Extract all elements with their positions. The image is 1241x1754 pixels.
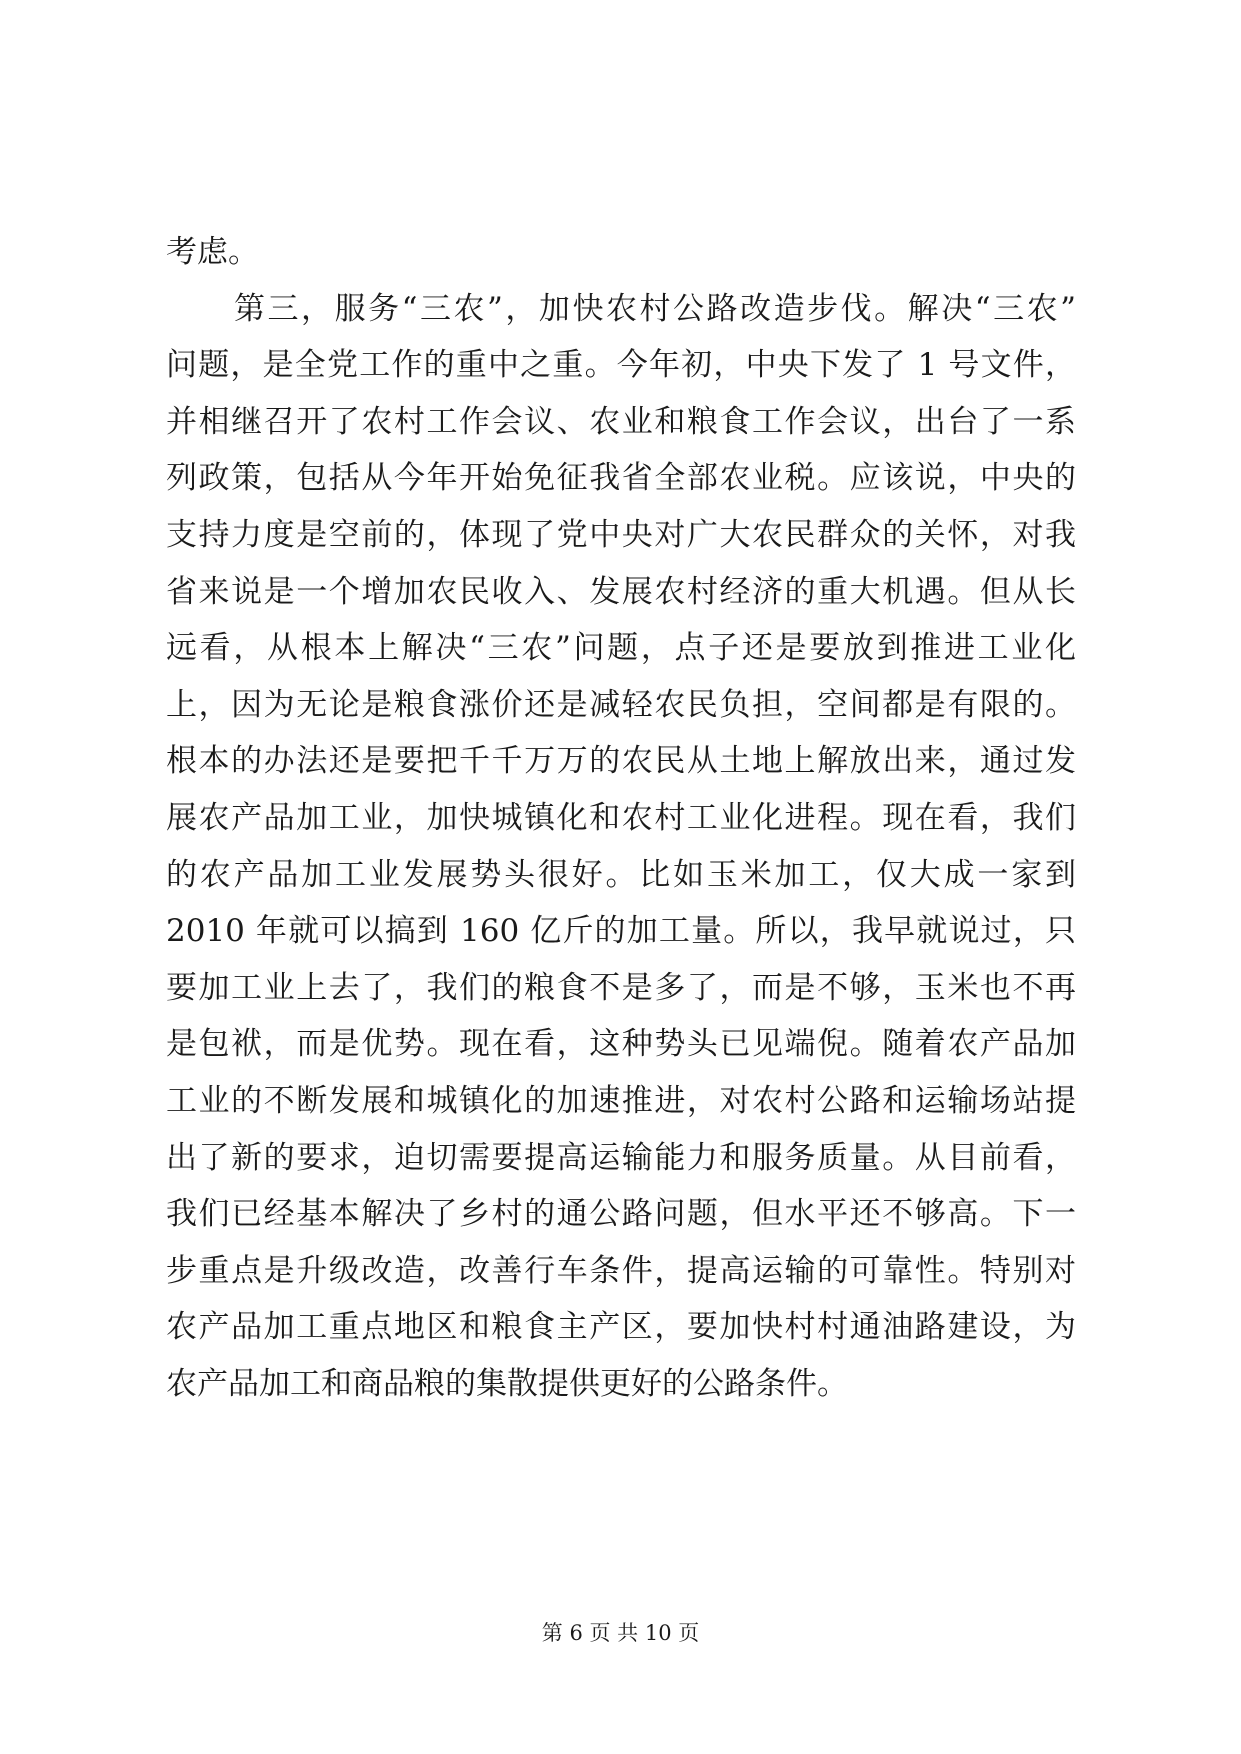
text-line: 2010 年就可以搞到 160 亿斤的加工量。所以，我早就说过，只 bbox=[166, 913, 1076, 950]
text-line: 工业的不断发展和城镇化的加速推进，对农村公路和运输场站提 bbox=[166, 1082, 1076, 1119]
text-line: 远看，从根本上解决“三农”问题，点子还是要放到推进工业化 bbox=[166, 630, 1076, 667]
paragraph-first-line: 第三，服务“三农”，加快农村公路改造步伐。解决“三农” bbox=[234, 290, 1076, 327]
text-line: 考虑。 bbox=[166, 234, 259, 270]
text-line: 步重点是升级改造，改善行车条件，提高运输的可靠性。特别对 bbox=[166, 1252, 1076, 1289]
text-line: 农产品加工重点地区和粮食主产区，要加快村村通油路建设，为 bbox=[166, 1309, 1076, 1346]
text-line: 要加工业上去了，我们的粮食不是多了，而是不够，玉米也不再 bbox=[166, 969, 1076, 1006]
body-text bbox=[166, 224, 1076, 1412]
text-line: 我们已经基本解决了乡村的通公路问题，但水平还不够高。下一 bbox=[166, 1196, 1076, 1233]
text-line: 农产品加工和商品粮的集散提供更好的公路条件。 bbox=[166, 1365, 848, 1402]
text-line: 支持力度是空前的，体现了党中央对广大农民群众的关怀，对我 bbox=[166, 516, 1076, 553]
text-line: 展农产品加工业，加快城镇化和农村工业化进程。现在看，我们 bbox=[166, 799, 1076, 836]
text-line: 出了新的要求，迫切需要提高运输能力和服务质量。从目前看， bbox=[166, 1139, 1076, 1176]
text-line: 问题，是全党工作的重中之重。今年初，中央下发了 1 号文件， bbox=[166, 347, 1076, 384]
text-line: 省来说是一个增加农民收入、发展农村经济的重大机遇。但从长 bbox=[166, 573, 1076, 610]
text-line: 列政策，包括从今年开始免征我省全部农业税。应该说，中央的 bbox=[166, 460, 1076, 497]
text-line: 的农产品加工业发展势头很好。比如玉米加工，仅大成一家到 bbox=[166, 856, 1076, 893]
page-number-footer: 第 6 页 共 10 页 bbox=[541, 1621, 700, 1645]
text-line: 根本的办法还是要把千千万万的农民从土地上解放出来，通过发 bbox=[166, 743, 1076, 780]
text-line: 并相继召开了农村工作会议、农业和粮食工作会议，出台了一系 bbox=[166, 403, 1076, 440]
text-line: 上，因为无论是粮食涨价还是减轻农民负担，空间都是有限的。 bbox=[166, 686, 1076, 723]
text-line: 是包袱，而是优势。现在看，这种势头已见端倪。随着农产品加 bbox=[166, 1026, 1076, 1063]
